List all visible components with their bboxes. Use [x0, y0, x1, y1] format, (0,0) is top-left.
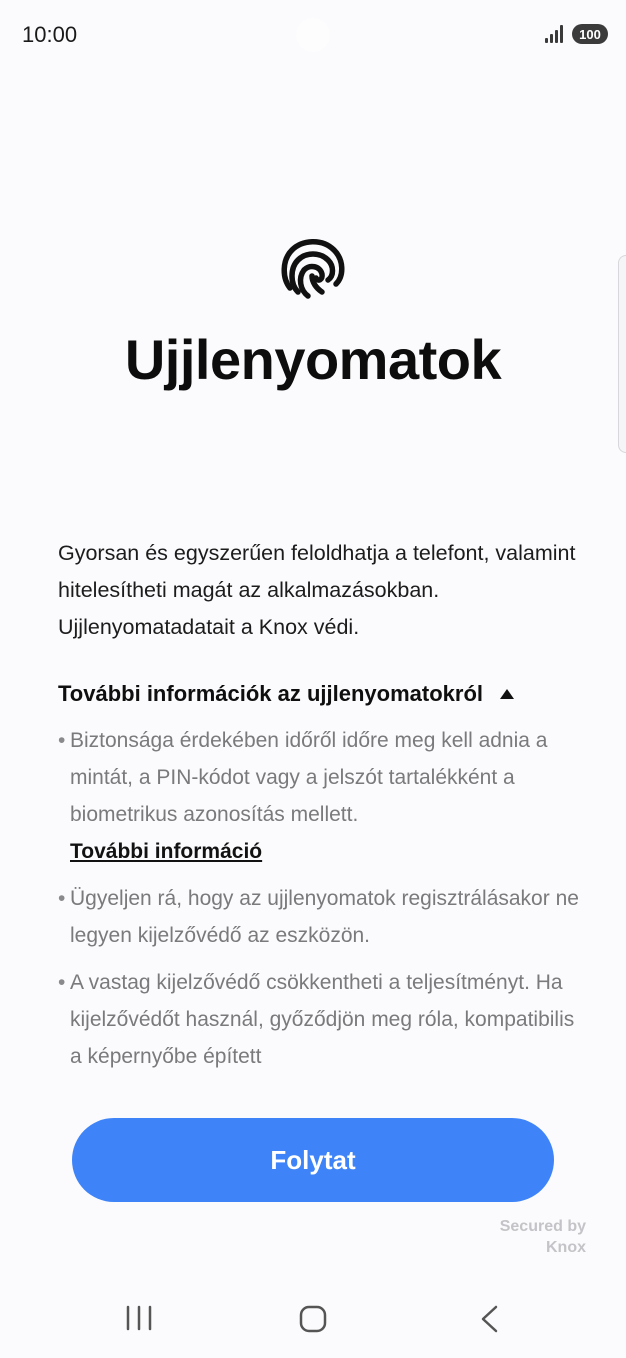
battery-icon: 100	[572, 24, 608, 44]
navigation-bar	[0, 1280, 626, 1358]
bullet-text: Ügyeljen rá, hogy az ujjlenyomatok regisztrálásakor ne legyen kijelzővédő az eszközön.	[70, 887, 579, 947]
info-bullet-list	[58, 722, 588, 1075]
bullet-dot: •	[58, 729, 66, 752]
secured-by-knox	[500, 1216, 586, 1258]
more-info-header-label: További információk az ujjlenyomatokról	[58, 681, 484, 706]
continue-button[interactable]: Folytat	[72, 1118, 554, 1202]
signal-icon	[544, 24, 566, 44]
more-info-toggle[interactable]	[58, 674, 588, 714]
secured-line-1: Secured by	[499, 1218, 586, 1235]
scroll-content[interactable]	[58, 535, 588, 1087]
back-icon[interactable]	[478, 1304, 500, 1334]
bullet-text: Biztonsága érdekében időről időre meg kell adnia a mintát, a PIN-kódot vagy a jelszót tartalékként a biometrikus azonosítás mellett.	[70, 729, 548, 826]
bullet-dot: •	[58, 971, 66, 994]
page-title: Ujjlenyomatok	[124, 328, 502, 391]
more-info-link[interactable]: További információ	[70, 840, 263, 863]
camera-cutout	[296, 18, 330, 52]
status-time: 10:00	[22, 22, 78, 47]
secured-line-2: Knox	[546, 1239, 586, 1256]
recent-apps-icon[interactable]	[124, 1304, 154, 1332]
bullet-text: A vastag kijelzővédő csökkentheti a teljesítményt. Ha kijelzővédőt használ, győződjön meg róla, kompatibilis a képernyőbe épített	[70, 971, 575, 1068]
fingerprint-icon	[278, 234, 348, 304]
caret-up-icon	[499, 688, 515, 700]
home-icon[interactable]	[298, 1304, 328, 1334]
bullet-dot: •	[58, 887, 66, 910]
description-text: Gyorsan és egyszerűen feloldhatja a telefont, valamint hitelesítheti magát az alkalmazásokban. Ujjlenyomatadatait a Knox védi.	[58, 541, 576, 639]
status-icons	[544, 24, 608, 44]
status-bar	[0, 0, 626, 72]
list-item	[58, 880, 588, 954]
list-item	[58, 722, 588, 870]
list-item	[58, 964, 588, 1075]
